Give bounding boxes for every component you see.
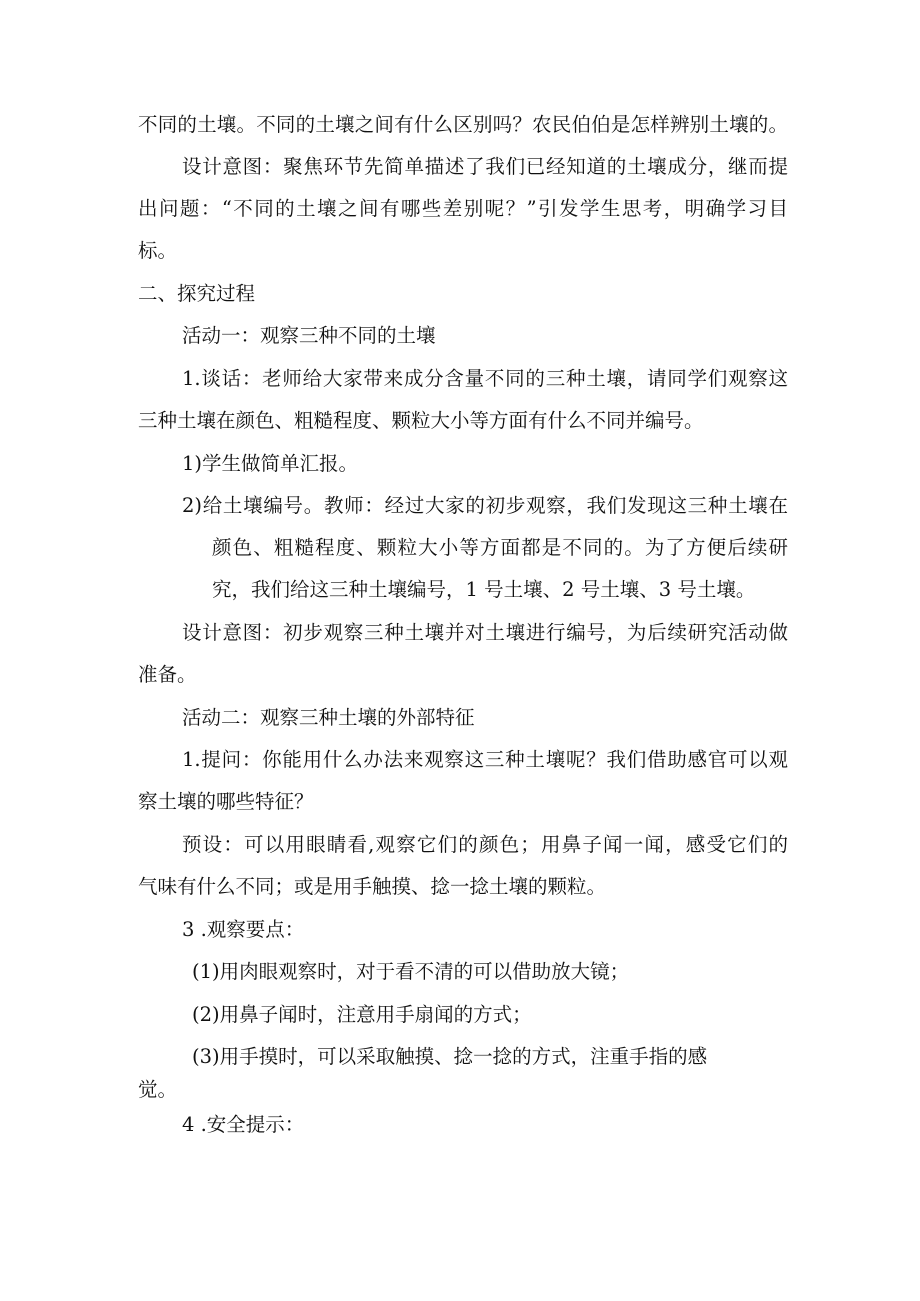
list-item-continuation: 究，我们给这三种土壤编号，1 号土壤、2 号土壤、3 号土壤。 bbox=[212, 578, 756, 601]
paragraph-line: 准备。 bbox=[138, 663, 197, 686]
paragraph-line: 气味有什么不同；或是用手触摸、捻一捻土壤的颗粒。 bbox=[138, 875, 607, 898]
paragraph-line: 不同的土壤。不同的土壤之间有什么区别吗？农民伯伯是怎样辨别土壤的。 bbox=[138, 113, 788, 136]
design-intent-line: 设计意图：聚焦环节先简单描述了我们已经知道的土壤成分，继而提 bbox=[182, 155, 788, 178]
design-intent-line: 设计意图：初步观察三种土壤并对土壤进行编号，为后续研究活动做 bbox=[182, 621, 788, 644]
activity-heading: 活动二：观察三种土壤的外部特征 bbox=[182, 706, 475, 729]
numbered-heading: 4 .安全提示： bbox=[182, 1113, 305, 1136]
paragraph-line: 预设：可以用眼睛看,观察它们的颜色；用鼻子闻一闻，感受它们的 bbox=[182, 833, 788, 856]
list-item: 1)学生做简单汇报。 bbox=[182, 452, 359, 475]
list-item-continuation: 颜色、粗糙程度、颗粒大小等方面都是不同的。为了方便后续研 bbox=[212, 536, 788, 559]
numbered-heading: 3 .观察要点： bbox=[182, 918, 305, 941]
activity-heading: 活动一：观察三种不同的土壤 bbox=[182, 324, 436, 347]
paragraph-line: 标。 bbox=[138, 239, 178, 262]
paragraph-line: 察土壤的哪些特征？ bbox=[138, 790, 314, 813]
list-item: (3)用手摸时，可以采取触摸、捻一捻的方式，注重手指的感 bbox=[192, 1045, 708, 1068]
list-item-continuation: 觉。 bbox=[138, 1078, 178, 1101]
list-item: (1)用肉眼观察时，对于看不清的可以借助放大镜； bbox=[192, 960, 630, 983]
paragraph-line: 1.提问：你能用什么办法来观察这三种土壤呢？我们借助感官可以观 bbox=[182, 748, 788, 771]
paragraph-line: 三种土壤在颜色、粗糙程度、颗粒大小等方面有什么不同并编号。 bbox=[138, 409, 704, 432]
section-heading: 二、探究过程 bbox=[138, 282, 256, 305]
list-item: (2)用鼻子闻时，注意用手扇闻的方式； bbox=[192, 1003, 532, 1026]
list-item: 2)给土壤编号。教师：经过大家的初步观察，我们发现这三种土壤在 bbox=[182, 494, 788, 517]
paragraph-line: 出问题：“不同的土壤之间有哪些差别呢？”引发学生思考，明确学习目 bbox=[138, 197, 788, 220]
paragraph-line: 1.谈话：老师给大家带来成分含量不同的三种土壤，请同学们观察这 bbox=[182, 367, 788, 390]
